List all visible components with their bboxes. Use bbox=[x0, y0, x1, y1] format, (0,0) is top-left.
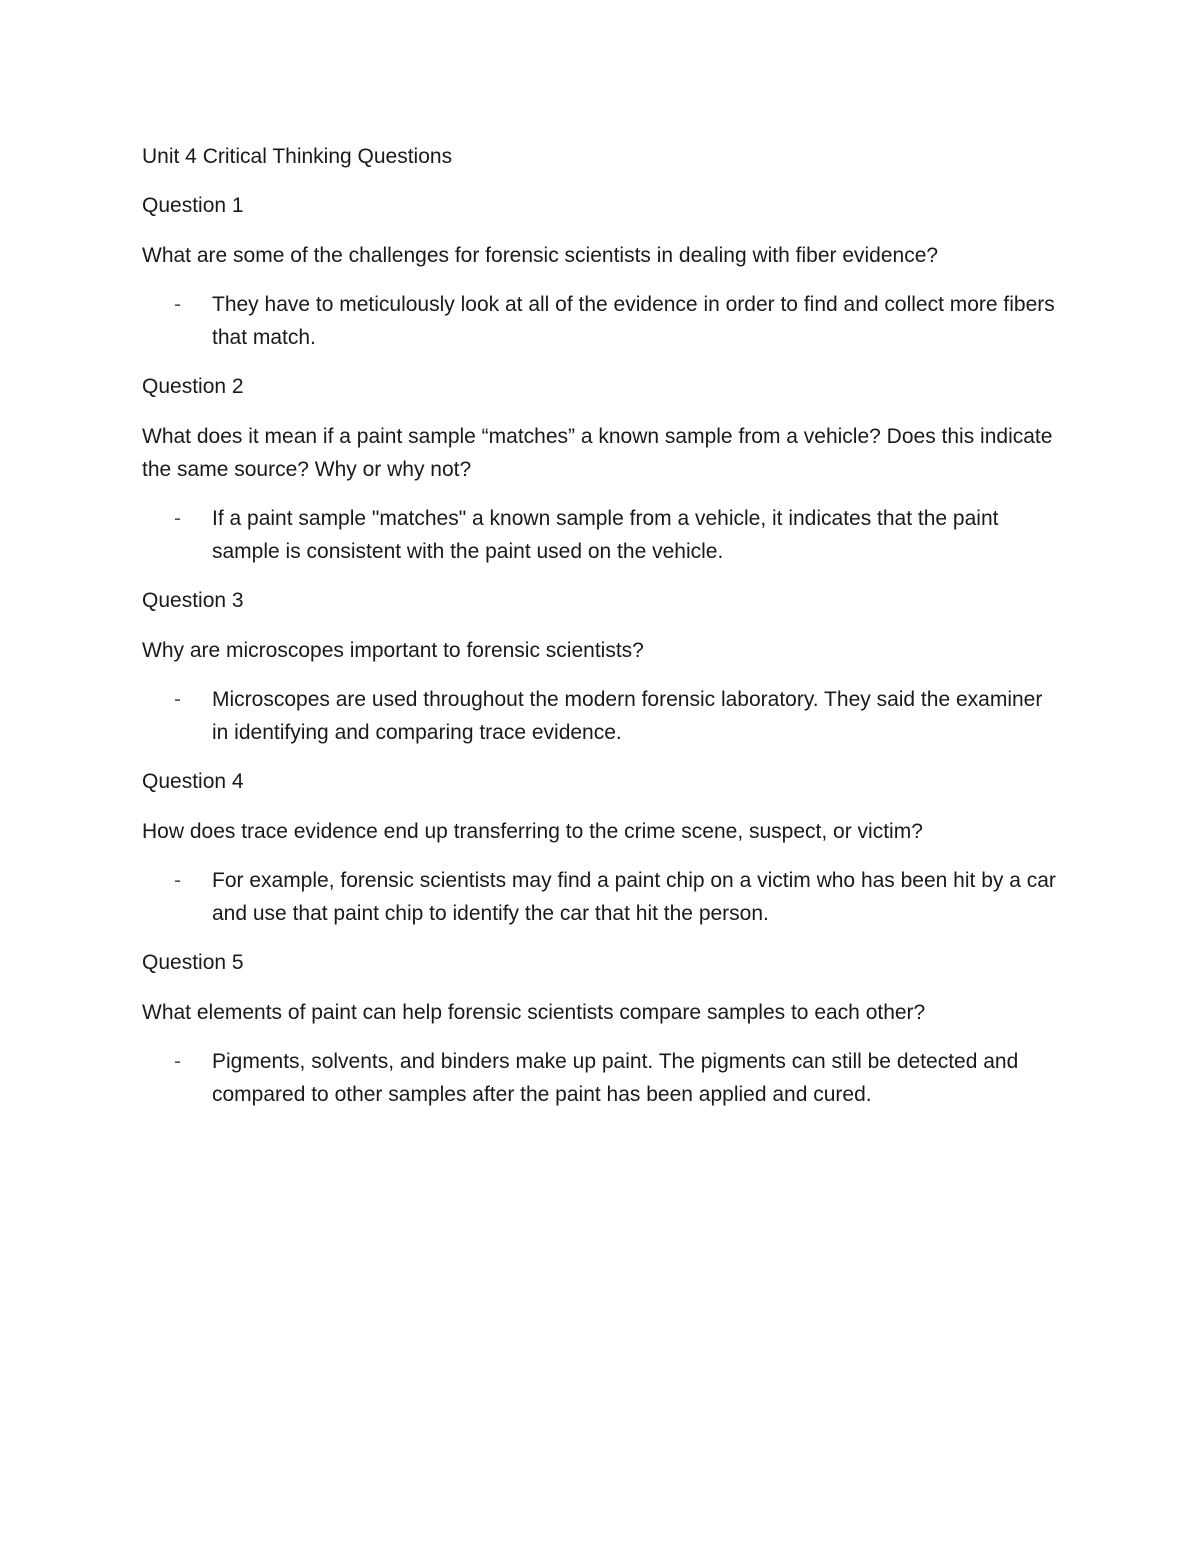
question-block-2 bbox=[142, 370, 1062, 568]
question-heading: Question 3 bbox=[142, 589, 244, 612]
answer-item bbox=[142, 864, 1062, 930]
question-text: Why are microscopes important to forensic scientists? bbox=[142, 639, 644, 662]
question-text: How does trace evidence end up transferring to the crime scene, suspect, or victim? bbox=[142, 820, 923, 843]
question-block-3 bbox=[142, 584, 1062, 749]
bullet-dash: - bbox=[174, 1050, 181, 1073]
question-block-1 bbox=[142, 189, 1062, 354]
answer-text: Pigments, solvents, and binders make up paint. The pigments can still be detected and compared to other samples after the paint has been applied and cured. bbox=[212, 1050, 1019, 1106]
question-text: What does it mean if a paint sample “matches” a known sample from a vehicle? Does this indicate the same source? Why or why not? bbox=[142, 425, 1053, 481]
question-heading: Question 5 bbox=[142, 951, 244, 974]
answer-item bbox=[142, 683, 1062, 749]
answer-text: If a paint sample "matches" a known sample from a vehicle, it indicates that the paint sample is consistent with the paint used on the vehicle. bbox=[212, 507, 999, 563]
answer-text: Microscopes are used throughout the modern forensic laboratory. They said the examiner in identifying and comparing trace evidence. bbox=[212, 688, 1043, 744]
answer-text: For example, forensic scientists may find a paint chip on a victim who has been hit by a car and use that paint chip to identify the car that hit the person. bbox=[212, 869, 1056, 925]
answer-item bbox=[142, 502, 1062, 568]
question-heading: Question 2 bbox=[142, 375, 244, 398]
answer-item bbox=[142, 288, 1062, 354]
question-block-5 bbox=[142, 946, 1062, 1111]
bullet-dash: - bbox=[174, 869, 181, 892]
bullet-dash: - bbox=[174, 688, 181, 711]
question-block-4 bbox=[142, 765, 1062, 930]
answer-item bbox=[142, 1045, 1062, 1111]
question-text: What elements of paint can help forensic scientists compare samples to each other? bbox=[142, 1001, 926, 1024]
document-title: Unit 4 Critical Thinking Questions bbox=[142, 145, 453, 168]
document-body bbox=[142, 140, 1062, 1127]
question-heading: Question 1 bbox=[142, 194, 244, 217]
bullet-dash: - bbox=[174, 507, 181, 530]
question-text: What are some of the challenges for forensic scientists in dealing with fiber evidence? bbox=[142, 244, 939, 267]
answer-text: They have to meticulously look at all of the evidence in order to find and collect more fibers that match. bbox=[212, 293, 1055, 349]
question-heading: Question 4 bbox=[142, 770, 244, 793]
bullet-dash: - bbox=[174, 293, 181, 316]
